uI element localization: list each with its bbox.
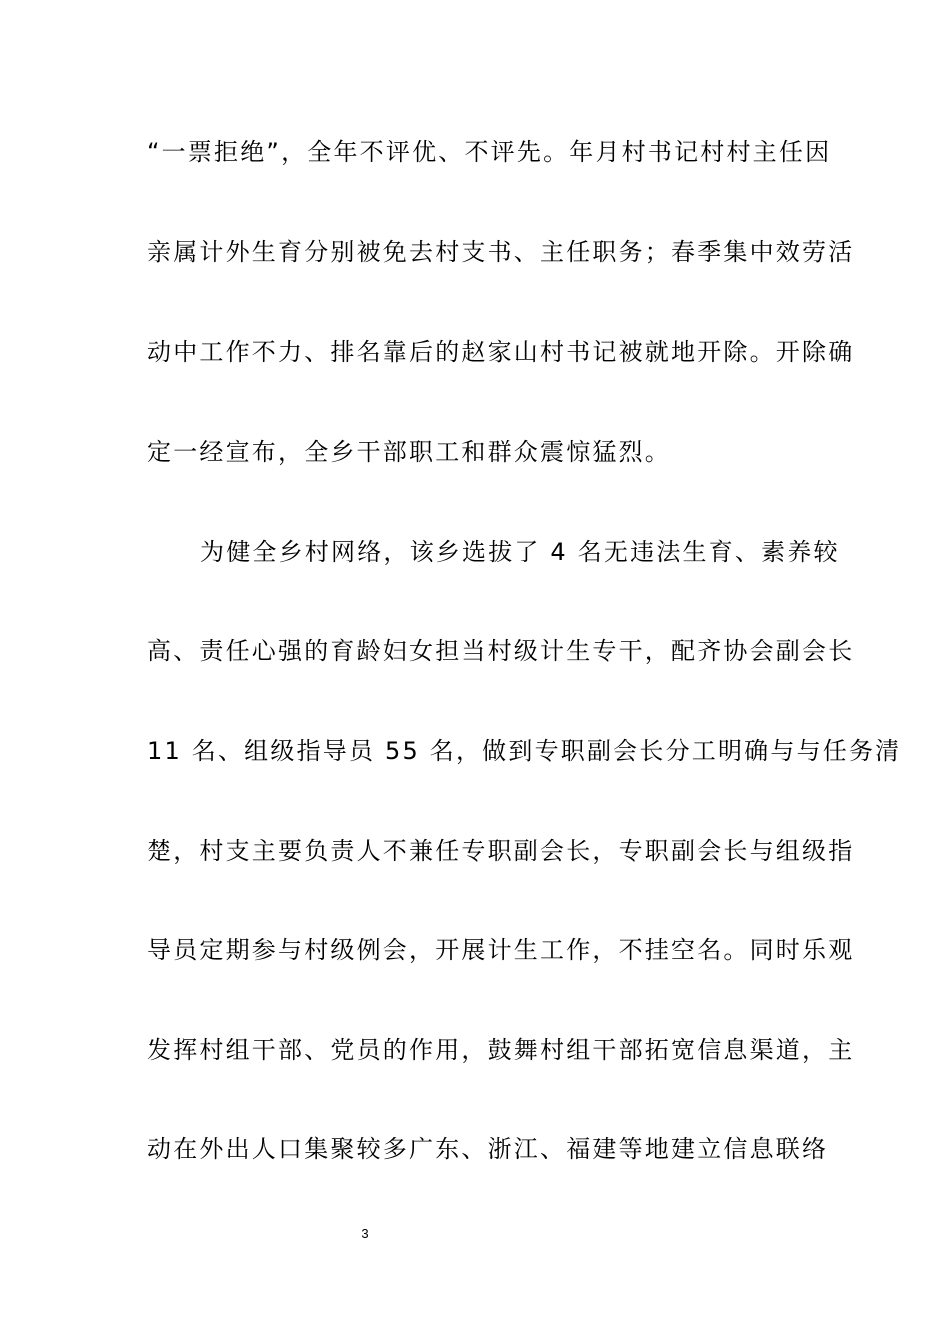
paragraph-1-line-2: 亲属计外生育分别被免去村支书、主任职务；春季集中效劳活	[147, 238, 855, 266]
paragraph-2-line-2: 高、责任心强的育龄妇女担当村级计生专干，配齐协会副会长	[147, 637, 855, 665]
paragraph-2-line-6: 发挥村组干部、党员的作用，鼓舞村组干部拓宽信息渠道，主	[147, 1036, 855, 1064]
paragraph-2-line-3: 11 名、组级指导员 55 名，做到专职副会长分工明确与与任务清	[147, 737, 902, 765]
paragraph-1-line-1: “一票拒绝”，全年不评优、不评先。年月村书记村村主任因	[147, 138, 832, 166]
paragraph-1-line-3: 动中工作不力、排名靠后的赵家山村书记被就地开除。开除确	[147, 338, 855, 366]
paragraph-2-line-7: 动在外出人口集聚较多广东、浙江、福建等地建立信息联络	[147, 1135, 829, 1163]
page-number: 3	[361, 1226, 369, 1241]
paragraph-2-line-4: 楚，村支主要负责人不兼任专职副会长，专职副会长与组级指	[147, 837, 855, 865]
paragraph-2-line-1: 为健全乡村网络，该乡选拔了 4 名无违法生育、素养较	[200, 538, 840, 566]
paragraph-1-line-4: 定一经宣布，全乡干部职工和群众震惊猛烈。	[147, 438, 671, 466]
paragraph-2-line-5: 导员定期参与村级例会，开展计生工作，不挂空名。同时乐观	[147, 936, 855, 964]
